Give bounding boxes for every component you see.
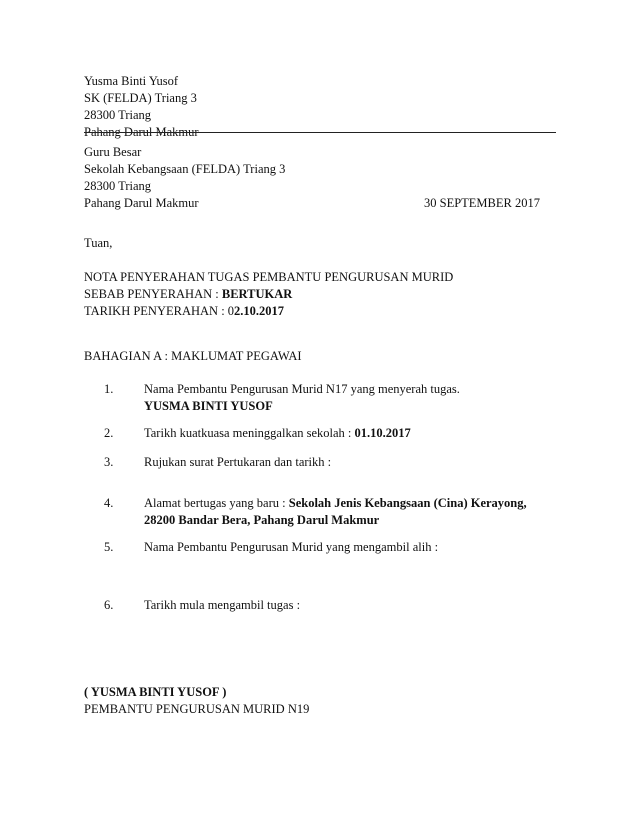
recipient-address: [84, 144, 285, 212]
subject-block: [84, 269, 453, 320]
item-number: 4.: [104, 496, 114, 510]
signature-position: PEMBANTU PENGURUSAN MURID N19: [84, 702, 310, 716]
item-text: Rujukan surat Pertukaran dan tarikh :: [144, 455, 332, 469]
sender-address: [84, 73, 199, 141]
item-value: 01.10.2017: [354, 426, 411, 440]
item-value: Sekolah Jenis Kebangsaan (Cina) Kerayong,: [288, 496, 527, 510]
item-text: Nama Pembantu Pengurusan Murid N17 yang menyerah tugas.: [144, 382, 460, 396]
sender-postcode-town: 28300 Triang: [84, 108, 152, 122]
subject-date-value: 2.10.2017: [234, 304, 285, 318]
subject-reason-label: SEBAB PENYERAHAN :: [84, 287, 222, 301]
item-value-line: 28200 Bandar Bera, Pahang Darul Makmur: [144, 513, 380, 527]
signature-block: [84, 684, 309, 718]
recipient-school: Sekolah Kebangsaan (FELDA) Triang 3: [84, 162, 286, 176]
recipient-state: Pahang Darul Makmur: [84, 196, 199, 210]
item-text: Tarikh mula mengambil tugas :: [144, 598, 301, 612]
signature-name: ( YUSMA BINTI YUSOF ): [84, 685, 227, 699]
subject-reason: [84, 286, 453, 303]
item-text: Tarikh kuatkuasa meninggalkan sekolah :: [144, 426, 355, 440]
sender-name: Yusma Binti Yusof: [84, 74, 178, 88]
subject-date: [84, 303, 453, 320]
item-text: Alamat bertugas yang baru :: [144, 496, 289, 510]
recipient-title: Guru Besar: [84, 145, 142, 159]
section-a-heading: BAHAGIAN A : MAKLUMAT PEGAWAI: [84, 349, 302, 363]
item-number: 3.: [104, 455, 114, 469]
header-divider: [84, 132, 556, 133]
item-value: YUSMA BINTI YUSOF: [144, 399, 273, 413]
item-text: Nama Pembantu Pengurusan Murid yang mengambil alih :: [144, 540, 439, 554]
item-number: 6.: [104, 598, 114, 612]
item-number: 5.: [104, 540, 114, 554]
subject-title: NOTA PENYERAHAN TUGAS PEMBANTU PENGURUSAN MURID: [84, 270, 454, 284]
item-text-row: [144, 495, 527, 512]
salutation: Tuan,: [84, 236, 113, 250]
letter-date: 30 SEPTEMBER 2017: [424, 196, 540, 210]
subject-reason-value: BERTUKAR: [221, 287, 293, 301]
item-number: 2.: [104, 426, 114, 440]
item-number: 1.: [104, 382, 114, 396]
subject-date-label: TARIKH PENYERAHAN : 0: [84, 304, 235, 318]
sender-school: SK (FELDA) Triang 3: [84, 91, 197, 105]
recipient-postcode-town: 28300 Triang: [84, 179, 152, 193]
item-text-row: [144, 425, 411, 442]
sender-state: Pahang Darul Makmur: [84, 125, 199, 139]
